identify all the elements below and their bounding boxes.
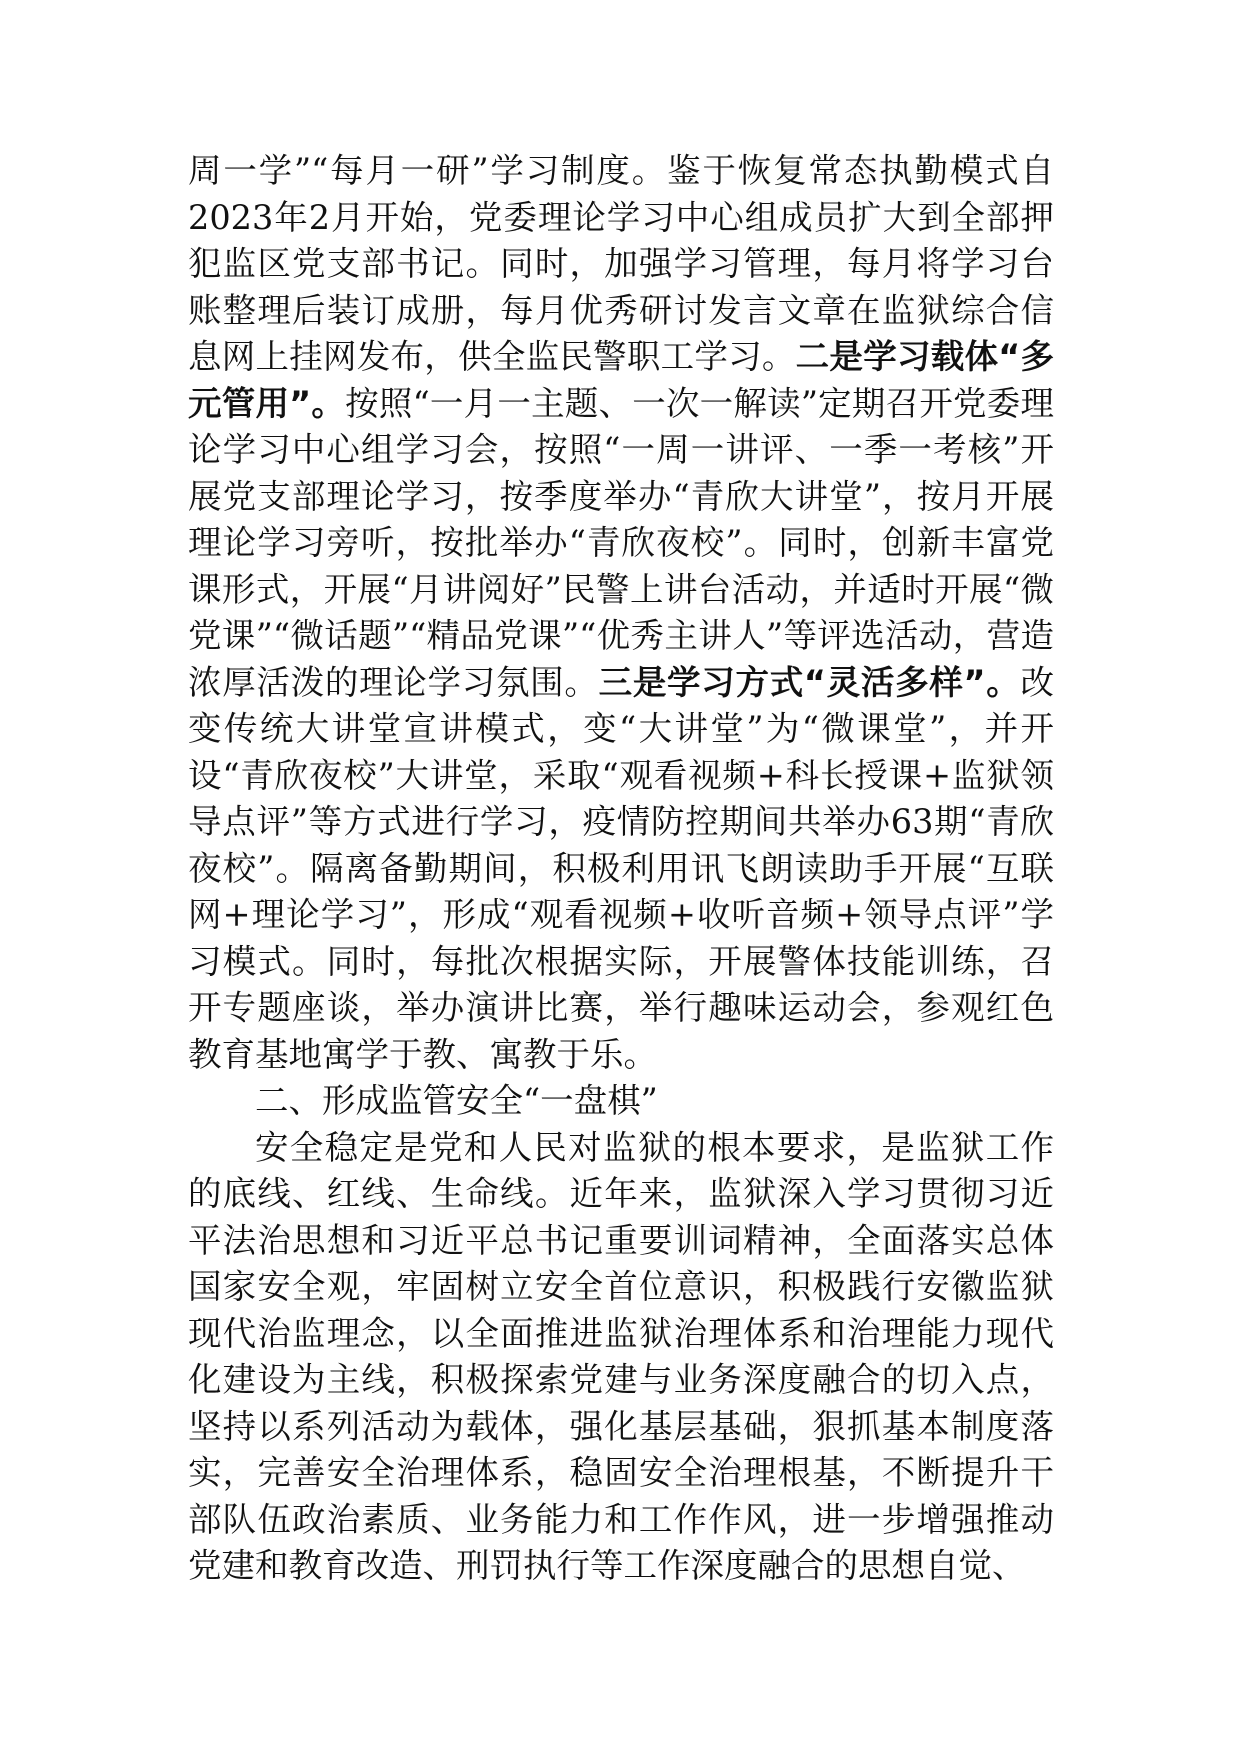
bold-subheading-study-carrier: 二是学习载体“多元管用”。 (188, 337, 1054, 423)
bold-subheading-study-method: 三是学习方式“灵活多样”。 (598, 662, 1021, 702)
paragraph-text: 改变传统大讲堂宣讲模式，变“大讲堂”为“微课堂”，并开设“青欣夜校”大讲堂，采取“观看视频+科长授课+监狱领导点评”等方式进行学习，疫情防控期间共举办63期“青欣夜校”。隔离备勤期间，积极利用讯飞朗读助手开展“互联网+理论学习”，形成“观看视频+收听音频+领导点评”学习模式。同时，每批次根据实际，开展警体技能训练，召开专题座谈，举办演讲比赛，举行趣味运动会，参观红色教育基地寓学于教、寓教于乐。 (188, 662, 1054, 1074)
paragraph-text: 周一学”“每月一研”学习制度。鉴于恢复常态执勤模式自2023年2月开始，党委理论学习中心组成员扩大到全部押犯监区党支部书记。同时，加强学习管理，每月将学习台账整理后装订成册，每月优秀研讨发言文章在监狱综合信息网上挂网发布，供全监民警职工学习。 (188, 151, 1054, 376)
document-body (188, 148, 1054, 1590)
section-heading-security: 二、形成监管安全“一盘棋” (255, 1081, 658, 1120)
paragraph-text: 按照“一月一主题、一次一解读”定期召开党委理论学习中心组学习会，按照“一周一讲评、一季一考核”开展党支部理论学习，按季度举办“青欣大讲堂”，按月开展理论学习旁听，按批举办“青欣夜校”。同时，创新丰富党课形式，开展“月讲阅好”民警上讲台活动，并适时开展“微党课”“微话题”“精品党课”“优秀主讲人”等评选活动，营造浓厚活泼的理论学习氛围。 (188, 383, 1054, 702)
paragraph-security: 安全稳定是党和人民对监狱的根本要求，是监狱工作的底线、红线、生命线。近年来，监狱深入学习贯彻习近平法治思想和习近平总书记重要训词精神，全面落实总体国家安全观，牢固树立安全首位意识，积极践行安徽监狱现代治监理念，以全面推进监狱治理体系和治理能力现代化建设为主线，积极探索党建与业务深度融合的切入点，坚持以系列活动为载体，强化基层基础，狠抓基本制度落实，完善安全治理体系，稳固安全治理根基，不断提升干部队伍政治素质、业务能力和工作作风，进一步增强推动党建和教育改造、刑罚执行等工作深度融合的思想自觉、 (188, 1127, 1054, 1585)
paragraph-study-system (188, 148, 1054, 1078)
